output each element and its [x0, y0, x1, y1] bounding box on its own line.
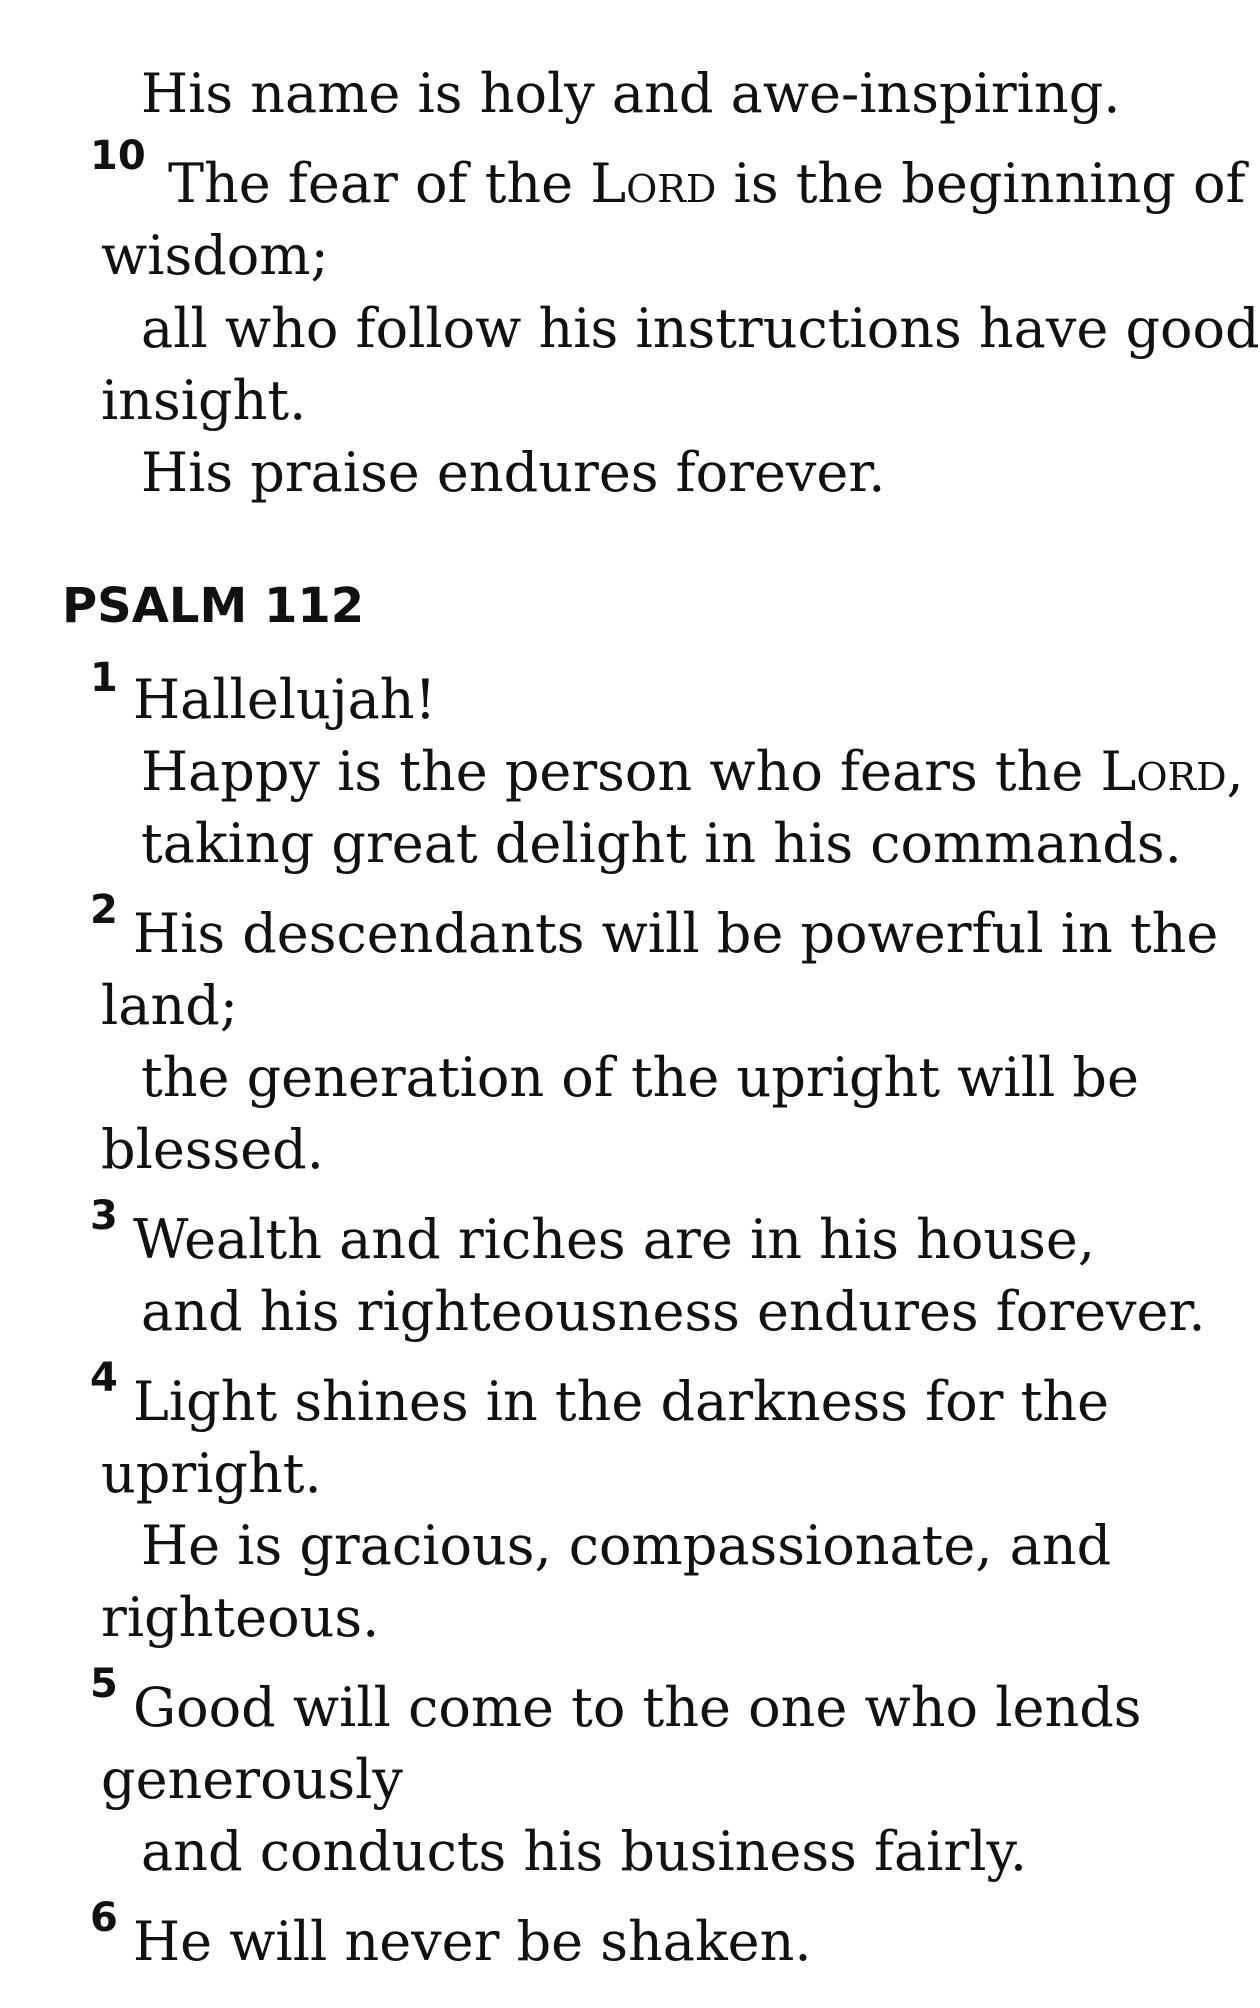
poem-line: Good will come to the one who lends: [133, 1676, 1142, 1739]
poem-line: The fear of the Lord is the beginning of: [168, 152, 1246, 215]
lord-smallcaps: Lord: [1100, 740, 1227, 803]
poem-line: and his righteousness endures forever.: [141, 1280, 1206, 1343]
verse-number: 10: [90, 133, 146, 179]
poem-line: insight.: [101, 369, 307, 432]
verse-number: 1: [90, 655, 118, 701]
poem-line: wisdom;: [101, 224, 329, 287]
poem-line: He is gracious, compassionate, and: [141, 1514, 1112, 1577]
poem-line: upright.: [101, 1442, 322, 1505]
poem-line: His praise endures forever.: [141, 441, 886, 504]
poem-line: all who follow his instructions have good: [141, 297, 1260, 360]
poem-line: righteous.: [101, 1586, 380, 1649]
verse-number: 3: [90, 1193, 118, 1239]
poem-line: He will never be shaken.: [133, 1910, 812, 1973]
poem-line: land;: [101, 974, 239, 1037]
lord-smallcaps: Lord: [590, 152, 717, 215]
poem-line: Happy is the person who fears the Lord,: [141, 740, 1244, 803]
poem-line: taking great delight in his commands.: [141, 812, 1182, 875]
poem-line: blessed.: [101, 1118, 324, 1181]
poem-line: the generation of the upright will be: [141, 1046, 1139, 1109]
poem-line: Light shines in the darkness for the: [133, 1370, 1110, 1433]
psalm-heading: PSALM 112: [62, 578, 365, 634]
verse-number: 2: [90, 887, 118, 933]
poem-line: Wealth and riches are in his house,: [133, 1208, 1095, 1271]
poem-line: generously: [101, 1748, 403, 1811]
poem-line: His name is holy and awe-inspiring.: [141, 62, 1121, 125]
verse-number: 5: [90, 1661, 118, 1707]
poem-line: Hallelujah!: [133, 668, 437, 731]
verse-number: 6: [90, 1895, 118, 1941]
poem-line: His descendants will be powerful in the: [133, 902, 1219, 965]
poem-line: and conducts his business fairly.: [141, 1820, 1028, 1883]
verse-number: 4: [90, 1355, 118, 1401]
